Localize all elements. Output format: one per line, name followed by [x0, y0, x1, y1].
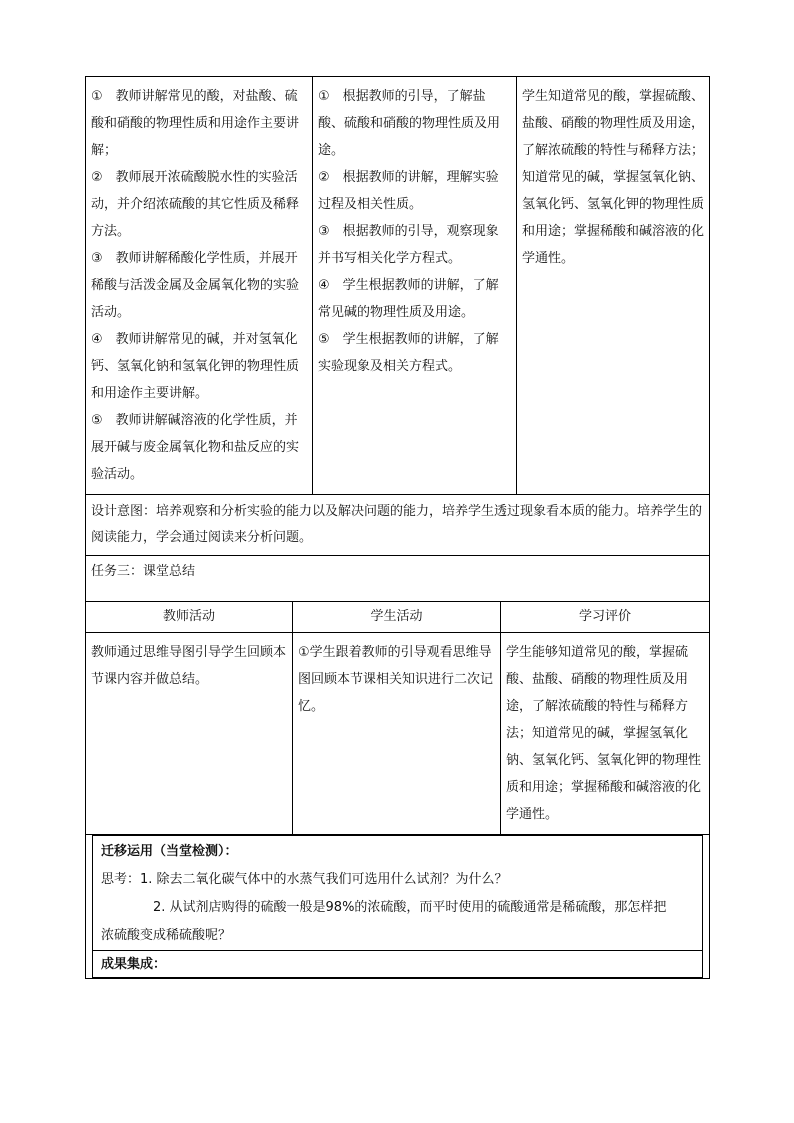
transfer-box — [92, 835, 703, 951]
evaluation-text: 学生能够知道常见的酸，掌握硫酸、盐酸、硝酸的物理性质及用途，了解浓硫酸的特性与稀释方法；知道常见的碱，掌握氢氧化钠、氢氧化钙、氢氧化钾的物理性质和用途；掌握稀酸和碱溶液的化学通性。 — [506, 645, 702, 822]
column-header: 教师活动 — [86, 602, 293, 633]
evaluation-cell — [501, 633, 710, 835]
transfer-title: 迁移运用（当堂检测）： — [101, 844, 238, 859]
list-item: ① 教师讲解常见的酸，对盐酸、硫酸和硝酸的物理性质和用途作主要讲解； — [91, 89, 300, 158]
list-item: ⑤ 教师讲解碱溶液的化学性质，并展开碱与废金属氧化物和盐反应的实验活动。 — [91, 413, 300, 482]
table-row — [86, 556, 710, 602]
lesson-plan-frame — [85, 76, 709, 979]
list-item: ④ 教师讲解常见的碱，并对氢氧化钙、氢氧化钠和氢氧化钾的物理性质和用途作主要讲解。 — [91, 332, 300, 401]
student-activity-text: ①学生跟着教师的引导观看思维导图回顾本节课相关知识进行二次记忆。 — [298, 645, 494, 714]
list-item: ① 根据教师的引导，了解盐酸、硫酸和硝酸的物理性质及用途。 — [318, 89, 501, 158]
activities-table-top — [85, 76, 710, 495]
table-row — [86, 835, 710, 979]
table-header-row — [86, 602, 710, 633]
list-item: ② 教师展开浓硫酸脱水性的实验活动，并介绍浓硫酸的其它性质及稀释方法。 — [91, 170, 300, 239]
summary-title: 成果集成： — [101, 957, 167, 972]
list-item: ③ 根据教师的引导，观察现象并书写相关化学方程式。 — [318, 224, 499, 266]
list-item: ③ 教师讲解稀酸化学性质，并展开稀酸与活泼金属及金属氧化物的实验活动。 — [91, 251, 300, 320]
teacher-activity-text: 教师通过思维导图引导学生回顾本节课内容并做总结。 — [91, 645, 287, 687]
evaluation-cell — [517, 77, 710, 495]
task-table — [85, 494, 710, 979]
task3-title: 任务三：课堂总结 — [91, 564, 196, 579]
table-row — [86, 633, 710, 835]
student-activity-cell — [313, 77, 517, 495]
table-row — [86, 77, 710, 495]
question-2-continued: 浓硫酸变成稀硫酸呢？ — [101, 928, 232, 943]
question-1: 思考：1. 除去二氧化碳气体中的水蒸气我们可选用什么试剂？为什么？ — [101, 872, 508, 887]
task3-cell — [86, 556, 710, 602]
column-header: 学习评价 — [501, 602, 710, 633]
teacher-activity-cell — [86, 633, 293, 835]
design-intent-text: 设计意图：培养观察和分析实验的能力以及解决问题的能力，培养学生透过现象看本质的能力。培养学生的阅读能力，学会通过阅读来分析问题。 — [91, 504, 703, 545]
transfer-section — [86, 835, 710, 979]
evaluation-text: 学生知道常见的酸，掌握硫酸、盐酸、硝酸的物理性质及用途，了解浓硫酸的特性与稀释方法；知道常见的碱，掌握氢氧化钠、氢氧化钙、氢氧化钾的物理性质和用途；掌握稀酸和碱溶液的化学通性。 — [522, 89, 705, 266]
column-header: 学生活动 — [293, 602, 501, 633]
question-2: 2. 从试剂店购得的硫酸一般是98%的浓硫酸，而平时使用的硫酸通常是稀硫酸，那怎样把 — [153, 900, 667, 915]
list-item: ② 根据教师的讲解，理解实验过程及相关性质。 — [318, 170, 499, 212]
summary-box — [92, 951, 703, 978]
design-intent-cell — [86, 495, 710, 556]
table-row — [86, 495, 710, 556]
list-item: ⑤ 学生根据教师的讲解，了解实验现象及相关方程式。 — [318, 332, 499, 374]
list-item: ④ 学生根据教师的讲解，了解常见碱的物理性质及用途。 — [318, 278, 499, 320]
student-activity-cell — [293, 633, 501, 835]
teacher-activity-cell — [86, 77, 313, 495]
